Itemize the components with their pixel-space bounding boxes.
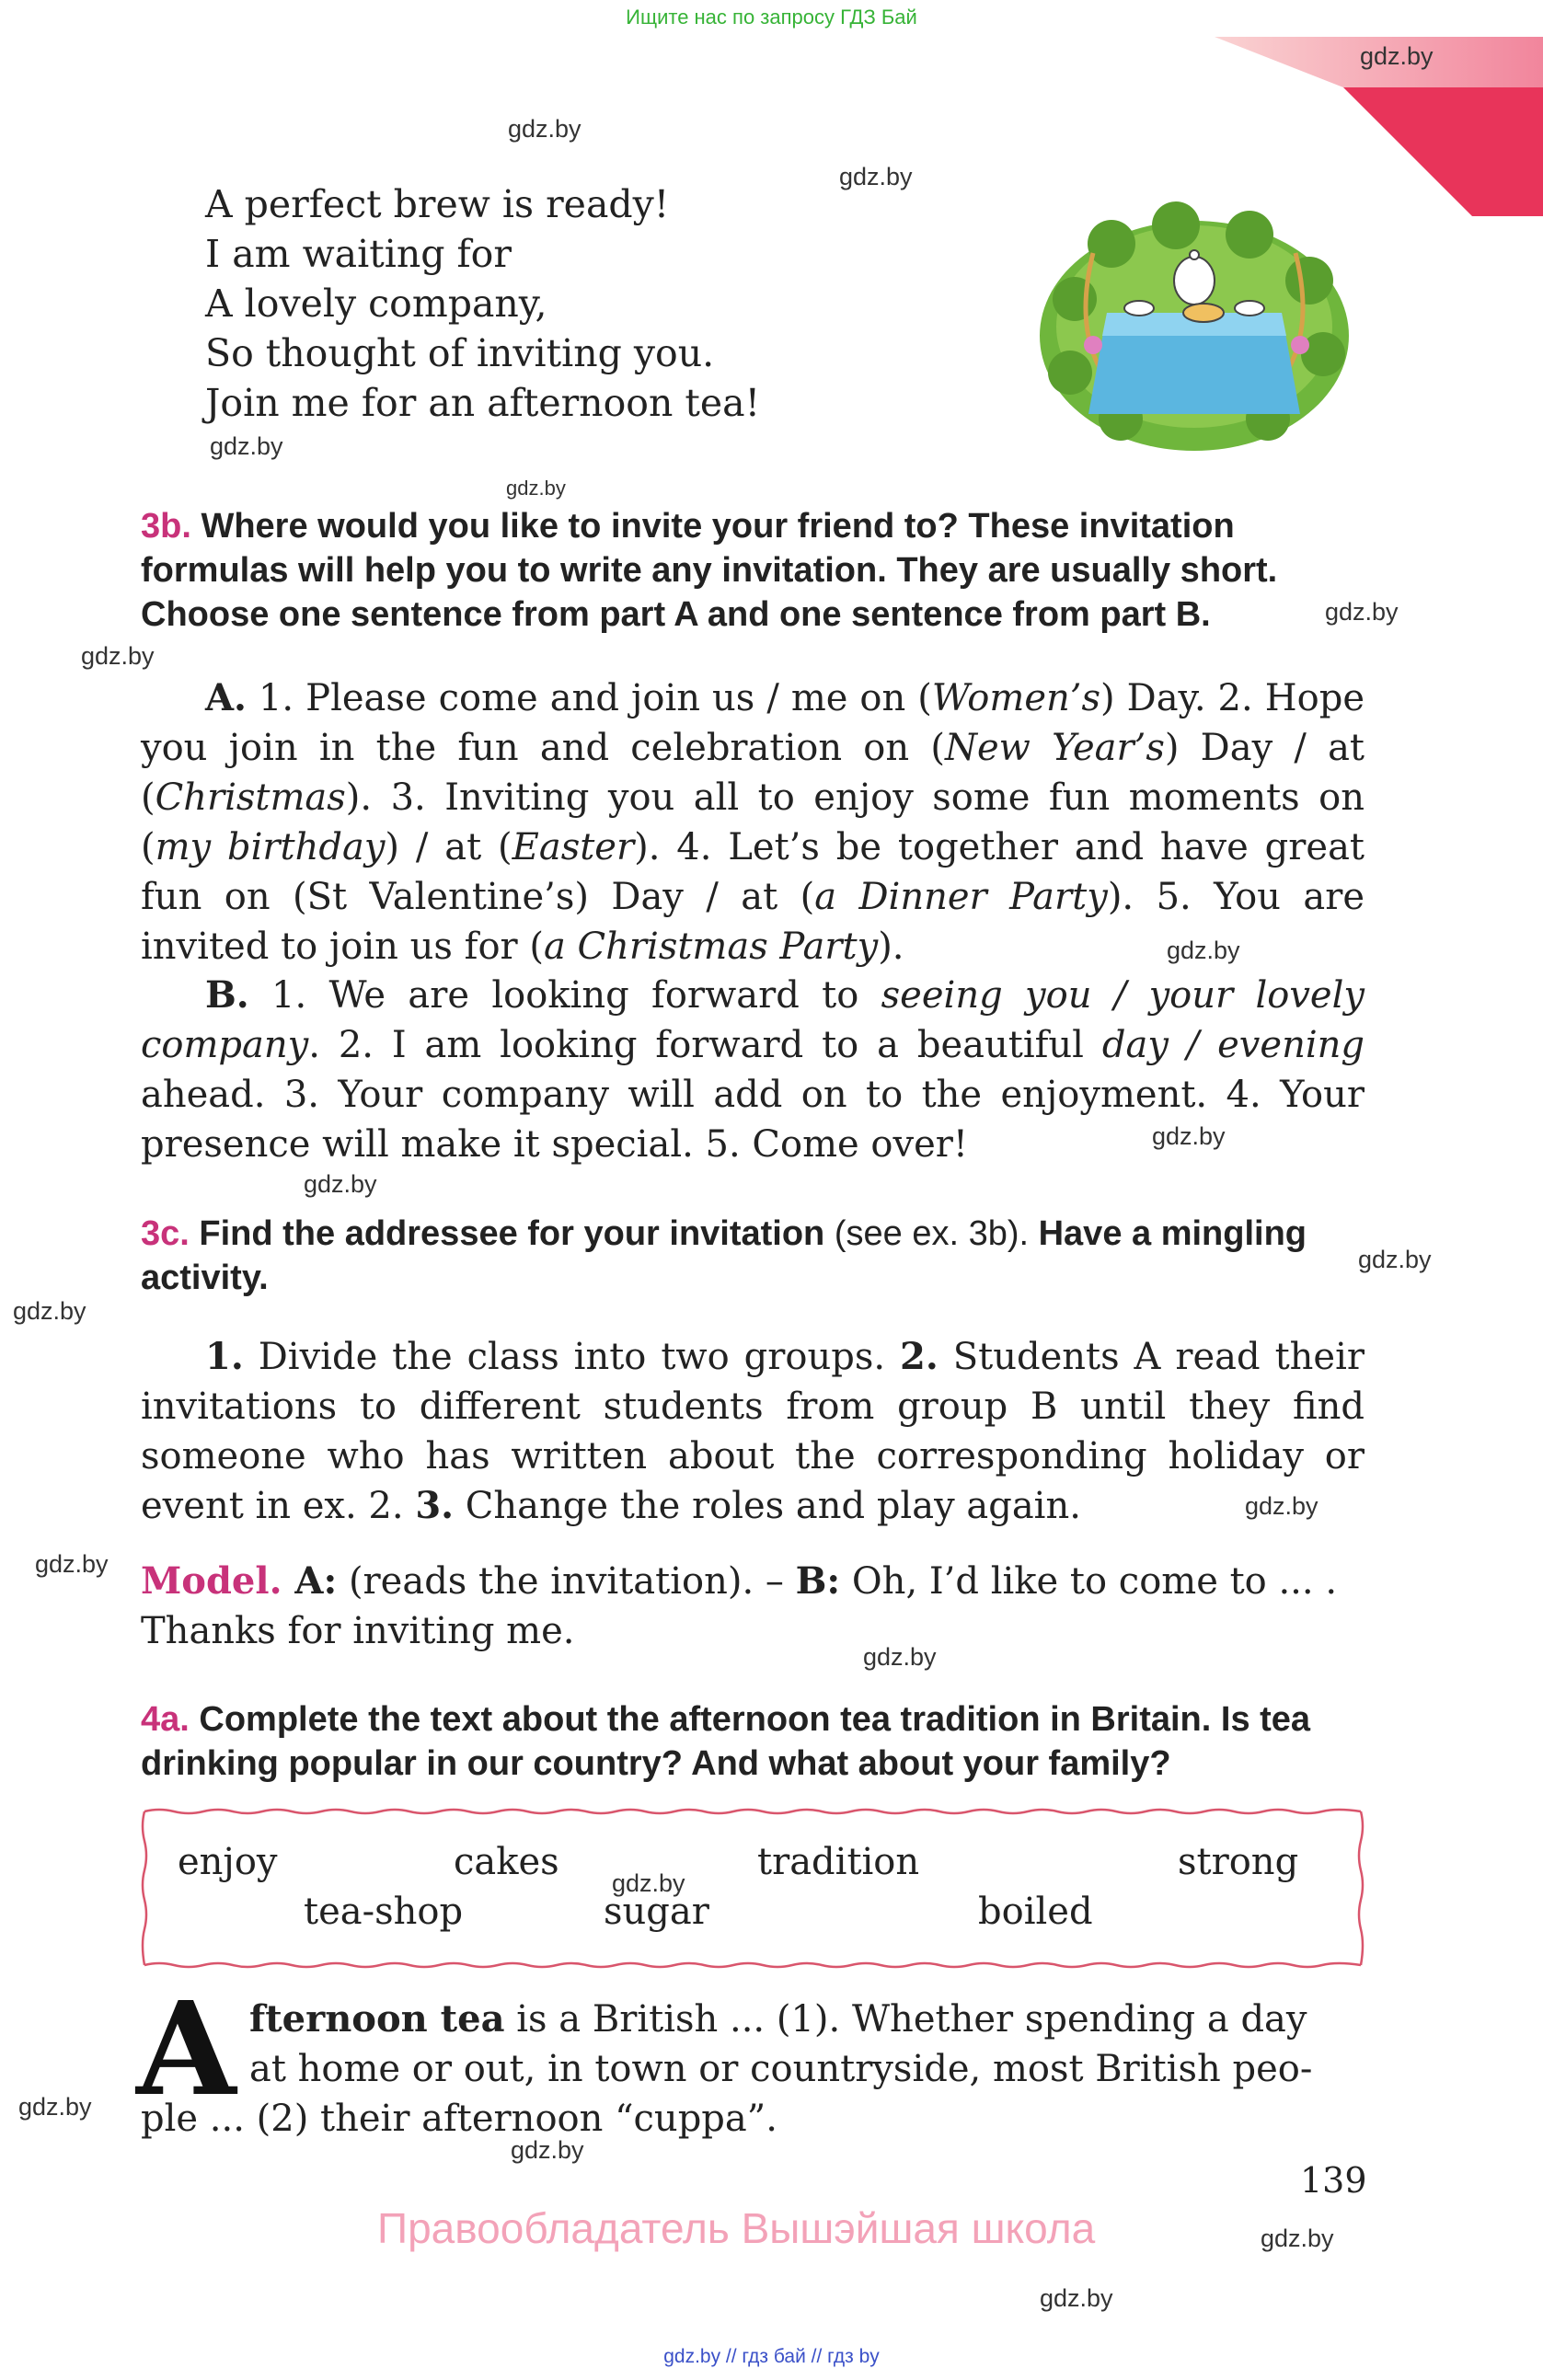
top-search-note: Ищите нас по запросу ГДЗ Бай	[626, 6, 917, 29]
watermark: gdz.by	[1040, 2284, 1113, 2312]
watermark: gdz.by	[1167, 937, 1240, 964]
word-box	[141, 1808, 1365, 1969]
copyright-holder: Правообладатель Вышэйшая школа	[377, 2204, 1096, 2252]
watermark: gdz.by	[508, 115, 582, 143]
watermark: gdz.by	[511, 2136, 584, 2164]
drop-cap: A	[136, 1974, 236, 2125]
instruction-text: Complete the text about the afternoon tea tradition in Britain. Is tea drinking popular in our country? And what about your family?	[141, 1700, 1311, 1783]
watermark: gdz.by	[1261, 2225, 1334, 2252]
exercise-number: 3b.	[141, 507, 191, 546]
word-option: strong	[1178, 1841, 1299, 1883]
model-dialogue: Model. A: (reads the invitation). – B: Oh, I’d like to come to ... . Thanks for inviting me.	[141, 1559, 1338, 1652]
exercise-3b-instruction	[141, 504, 1365, 637]
exercise-3b-part-b: B. 1. We are looking forward to seeing you / your lovely company. 2. I am looking forward to a beautiful day / evening ahead. 3. Your company will add on to the enjoyment. 4. Your presence will make it special. 5. Come over!	[141, 973, 1365, 1166]
word-option: tea-shop	[304, 1891, 464, 1933]
watermark: gdz.by	[81, 642, 155, 670]
poem-line: So thought of inviting you.	[205, 331, 715, 375]
poem-line: I am waiting for	[205, 232, 512, 276]
bottom-links[interactable]: gdz.by // гдз бай // гдз by	[663, 2346, 880, 2367]
watermark: gdz.by	[210, 432, 283, 460]
exercise-3c-body: 1. Divide the class into two groups. 2. Students A read their invitations to different students from group B until they find someone who has written about the corresponding holiday or event in ex. 2. 3. Change the roles and play again.	[141, 1335, 1365, 1527]
afternoon-tea-text: fternoon tea is a British ... (1). Whether spending a day at home or out, in town or countryside, most British peo- ple ... (2) their afternoon “cuppa”.	[141, 1997, 1313, 2140]
watermark: gdz.by	[1245, 1492, 1318, 1520]
watermark: gdz.by	[1360, 42, 1434, 70]
watermark: gdz.by	[13, 1297, 86, 1325]
exercise-3b-part-a: A. 1. Please come and join us / me on (Women’s) Day. 2. Hope you join in the fun and celebration on (New Year’s) Day / at (Christmas). 3. Inviting you all to enjoy some fun moments on (my birthday) / at (Easter). 4. Let’s be together and have great fun on (St Valentine’s) Day / at (a Dinner Party). 5. You are invited to join us for (a Christmas Party).	[141, 676, 1365, 968]
word-option: enjoy	[178, 1841, 278, 1883]
watermark: gdz.by	[612, 1869, 685, 1897]
watermark: gdz.by	[1325, 598, 1399, 626]
exercise-4a-instruction	[141, 1697, 1365, 1786]
poem-line: Join me for an afternoon tea!	[205, 381, 761, 425]
watermark: gdz.by	[863, 1643, 937, 1671]
poem-line: A perfect brew is ready!	[205, 182, 670, 226]
exercise-3c-instruction: 3c. Find the addressee for your invitation (see ex. 3b). Have a mingling activity.	[141, 1214, 1307, 1297]
watermark: gdz.by	[18, 2093, 92, 2121]
tea-party-illustration	[1038, 189, 1351, 455]
watermark: gdz.by	[506, 477, 566, 500]
word-option: boiled	[978, 1891, 1093, 1933]
watermark: gdz.by	[839, 163, 913, 190]
watermark: gdz.by	[1358, 1246, 1432, 1273]
watermark: gdz.by	[1152, 1122, 1226, 1150]
word-option: sugar	[604, 1891, 709, 1933]
watermark: gdz.by	[35, 1550, 109, 1578]
part-a-label: A.	[205, 676, 247, 719]
invitation-poem	[205, 179, 760, 428]
page-number: 139	[1300, 2160, 1367, 2201]
watermark: gdz.by	[304, 1170, 377, 1198]
model-label: Model.	[141, 1559, 282, 1603]
exercise-number: 3c.	[141, 1214, 190, 1253]
word-option: cakes	[454, 1841, 559, 1883]
instruction-text: Where would you like to invite your friend to? These invitation formulas will help you to write any invitation. They are usually short. Choose one sentence from part A and one sentence from part B.	[141, 507, 1278, 634]
word-box-border	[141, 1808, 1365, 1969]
part-b-label: B.	[205, 973, 249, 1017]
poem-line: A lovely company,	[205, 282, 547, 326]
exercise-number: 4a.	[141, 1700, 190, 1739]
word-option: tradition	[757, 1841, 920, 1883]
